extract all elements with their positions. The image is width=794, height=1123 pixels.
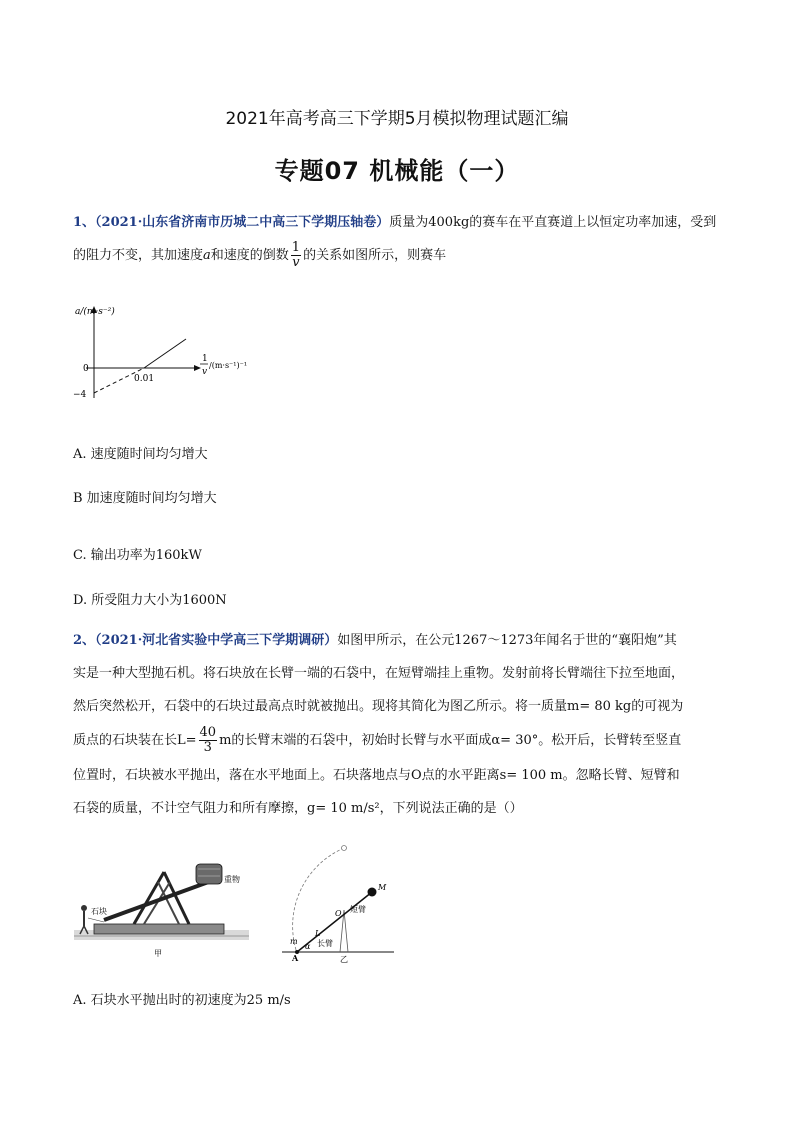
graph-x-tick: 0.01 <box>134 374 155 384</box>
fig-yi-long-arm: 长臂 <box>317 939 333 948</box>
q1-text-c: 的关系如图所示，则赛车 <box>303 248 447 263</box>
q1-frac-num: 1 <box>291 240 301 255</box>
q2-frac-den: 3 <box>203 740 212 755</box>
q2-line-1 <box>73 624 723 657</box>
q1-option-d: D. 所受阻力大小为1600N <box>73 593 227 608</box>
q1-option-c: C. 输出功率为160kW <box>73 548 202 563</box>
q1-fraction <box>291 241 301 270</box>
q2-line-2: 实是一种大型抛石机。将石块放在长臂一端的石袋中，在短臂端挂上重物。发射前将长臂端往下拉至地面， <box>73 666 685 681</box>
fig-yi-L: L <box>315 929 321 938</box>
page-title: 专题07 机械能（一） <box>274 157 520 185</box>
q2-fraction <box>199 726 218 755</box>
q1-graph <box>68 298 268 408</box>
question-2 <box>73 624 723 825</box>
doc-header: 2021年高考高三下学期5月模拟物理试题汇编 <box>225 109 569 129</box>
question-1 <box>73 206 723 272</box>
fig-yi-A: A <box>292 953 299 963</box>
q2-line-4 <box>73 723 723 759</box>
q1-text-a: 质量为400kg的赛车在平直赛道上以恒定功率加速，受到的阻力不变，其加速度 <box>73 215 717 263</box>
graph-x-label-den: v <box>202 367 208 377</box>
q1-var-a: a <box>203 248 211 263</box>
q2-line-3: 然后突然松开，石袋中的石块过最高点时就被抛出。现将其简化为图乙所示。将一质量m= 80 kg的可视为 <box>73 699 684 714</box>
q2-line-6: 石袋的质量，不计空气阻力和所有摩擦，g= 10 m/s²，下列说法正确的是（） <box>73 801 523 816</box>
q1-text-b: 和速度的倒数 <box>210 248 289 263</box>
q2-text-4b: m的长臂末端的石袋中，初始时长臂与水平面成α= 30°。松开后，长臂转至竖直 <box>219 733 682 748</box>
q1-option-b: B 加速度随时间均匀增大 <box>73 491 217 506</box>
fig-yi-m: m <box>290 937 298 946</box>
q1-frac-den: v <box>292 255 300 270</box>
q2-line-5: 位置时，石块被水平抛出，落在水平地面上。石块落地点与O点的水平距离s= 100 m。忽略长臂、短臂和 <box>73 768 680 783</box>
graph-origin: 0 <box>83 364 89 374</box>
question-1-source: 1、（2021·山东省济南市历城二中高三下学期压轴卷） <box>73 215 390 230</box>
graph-y-tick: −4 <box>73 390 87 400</box>
q2-text-4a: 质点的石块装在长L= <box>73 733 197 748</box>
q1-option-a: A. 速度随时间均匀增大 <box>73 447 208 462</box>
q2-option-a: A. 石块水平抛出时的初速度为25 m/s <box>73 993 291 1008</box>
fig-jia-caption: 甲 <box>154 949 162 958</box>
trebuchet-illustration <box>74 852 249 962</box>
q2-frac-num: 40 <box>199 725 217 740</box>
fig-jia-weight: 重物 <box>224 875 240 884</box>
fig-yi-O: O <box>335 909 342 918</box>
fig-jia-stone: 石块 <box>91 907 107 916</box>
simplified-diagram <box>272 840 402 965</box>
q2-text-1: 如图甲所示，在公元1267～1273年闻名于世的“襄阳炮”其 <box>337 633 677 648</box>
graph-x-label-num: 1 <box>202 354 208 364</box>
graph-x-unit: /(m·s⁻¹)⁻¹ <box>209 361 248 370</box>
fig-yi-alpha: α <box>305 942 311 951</box>
graph-y-label: a/(m·s⁻²) <box>75 307 115 317</box>
fig-yi-M: M <box>378 883 387 892</box>
question-2-source: 2、（2021·河北省实验中学高三下学期调研） <box>73 633 338 648</box>
fig-yi-short-arm: 短臂 <box>350 905 366 914</box>
fig-yi-caption: 乙 <box>340 955 348 964</box>
